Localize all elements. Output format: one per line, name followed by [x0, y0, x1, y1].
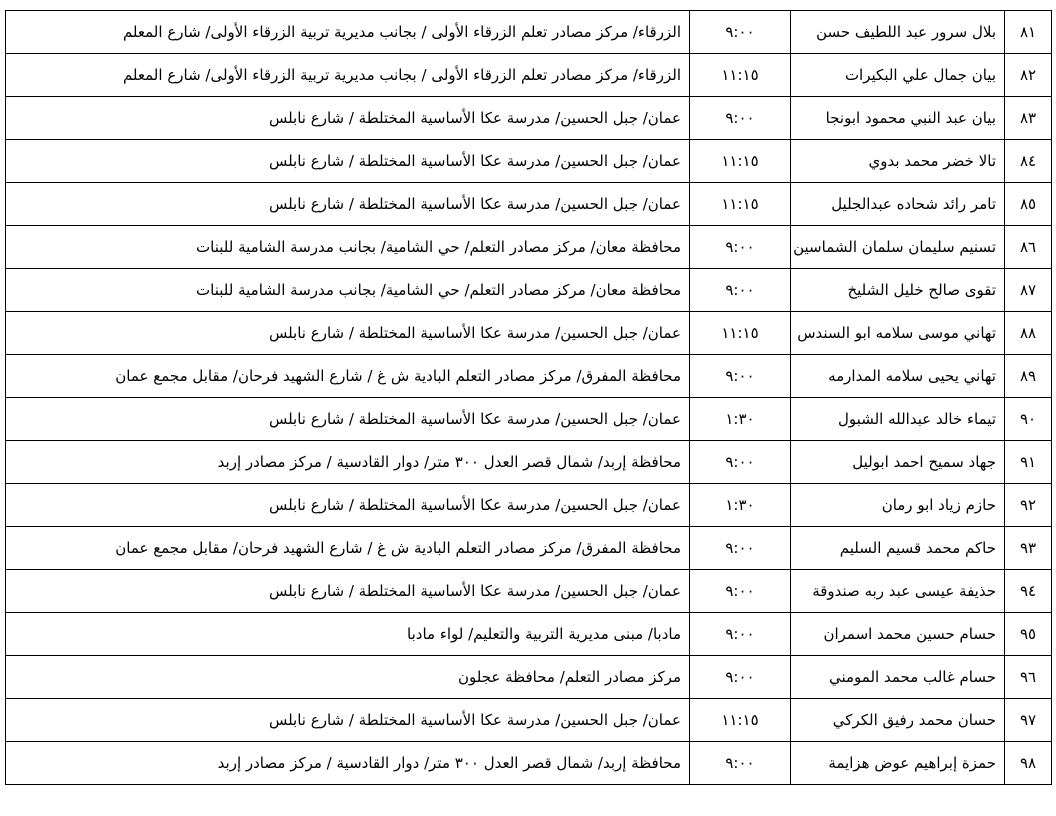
exam-location: مادبا/ مبنى مديرية التربية والتعليم/ لواء مادبا — [6, 613, 690, 656]
person-name: جهاد سميح احمد ابوليل — [791, 441, 1005, 484]
appointment-time: ٩:٠٠ — [690, 226, 791, 269]
table-row — [6, 183, 1052, 226]
appointment-time: ٩:٠٠ — [690, 97, 791, 140]
person-name: تيماء خالد عبدالله الشبول — [791, 398, 1005, 441]
table-row — [6, 656, 1052, 699]
table-row — [6, 699, 1052, 742]
person-name: بلال سرور عبد اللطيف حسن — [791, 11, 1005, 54]
person-name: حازم زياد ابو رمان — [791, 484, 1005, 527]
appointment-time: ٩:٠٠ — [690, 11, 791, 54]
table-row — [6, 527, 1052, 570]
table-row — [6, 269, 1052, 312]
appointment-time: ٩:٠٠ — [690, 355, 791, 398]
appointment-time: ٩:٠٠ — [690, 742, 791, 785]
table-row — [6, 613, 1052, 656]
row-number: ٨٤ — [1005, 140, 1052, 183]
exam-location: عمان/ جبل الحسين/ مدرسة عكا الأساسية المختلطة / شارع نابلس — [6, 699, 690, 742]
exam-location: عمان/ جبل الحسين/ مدرسة عكا الأساسية المختلطة / شارع نابلس — [6, 570, 690, 613]
appointment-time: ١١:١٥ — [690, 699, 791, 742]
table-row — [6, 484, 1052, 527]
person-name: تقوى صالح خليل الشليخ — [791, 269, 1005, 312]
exam-location: محافظة معان/ مركز مصادر التعلم/ حي الشامية/ بجانب مدرسة الشامية للبنات — [6, 226, 690, 269]
table-row — [6, 570, 1052, 613]
exam-location: عمان/ جبل الحسين/ مدرسة عكا الأساسية المختلطة / شارع نابلس — [6, 183, 690, 226]
table-row — [6, 441, 1052, 484]
appointment-time: ١١:١٥ — [690, 54, 791, 97]
table-row — [6, 226, 1052, 269]
appointment-time: ١١:١٥ — [690, 312, 791, 355]
person-name: حاكم محمد قسيم السليم — [791, 527, 1005, 570]
schedule-table — [5, 10, 1052, 785]
person-name: تهاني موسى سلامه ابو السندس — [791, 312, 1005, 355]
person-name: حسان محمد رفيق الكركي — [791, 699, 1005, 742]
row-number: ٨٦ — [1005, 226, 1052, 269]
exam-location: عمان/ جبل الحسين/ مدرسة عكا الأساسية المختلطة / شارع نابلس — [6, 484, 690, 527]
table-row — [6, 742, 1052, 785]
appointment-time: ١١:١٥ — [690, 183, 791, 226]
row-number: ٩٧ — [1005, 699, 1052, 742]
appointment-time: ١:٣٠ — [690, 484, 791, 527]
table-row — [6, 312, 1052, 355]
row-number: ٨٨ — [1005, 312, 1052, 355]
row-number: ٩٢ — [1005, 484, 1052, 527]
exam-location: عمان/ جبل الحسين/ مدرسة عكا الأساسية المختلطة / شارع نابلس — [6, 312, 690, 355]
row-number: ٨٧ — [1005, 269, 1052, 312]
row-number: ٨٥ — [1005, 183, 1052, 226]
person-name: تالا خضر محمد بدوي — [791, 140, 1005, 183]
person-name: حذيفة عيسى عبد ربه صندوقة — [791, 570, 1005, 613]
appointment-time: ٩:٠٠ — [690, 441, 791, 484]
appointment-time: ١١:١٥ — [690, 140, 791, 183]
row-number: ٩٠ — [1005, 398, 1052, 441]
exam-location: محافظة إربد/ شمال قصر العدل ٣٠٠ متر/ دوار القادسية / مركز مصادر إربد — [6, 441, 690, 484]
row-number: ٩٣ — [1005, 527, 1052, 570]
appointment-time: ٩:٠٠ — [690, 570, 791, 613]
table-row — [6, 398, 1052, 441]
person-name: بيان عبد النبي محمود ابونجا — [791, 97, 1005, 140]
table-row — [6, 140, 1052, 183]
schedule-table-body — [6, 11, 1052, 785]
row-number: ٨٣ — [1005, 97, 1052, 140]
row-number: ٩١ — [1005, 441, 1052, 484]
row-number: ٩٦ — [1005, 656, 1052, 699]
person-name: حمزة إبراهيم عوض هزايمة — [791, 742, 1005, 785]
table-row — [6, 11, 1052, 54]
person-name: تسنيم سليمان سلمان الشماسين — [791, 226, 1005, 269]
person-name: تامر رائد شحاده عبدالجليل — [791, 183, 1005, 226]
person-name: تهاني يحيى سلامه المدارمه — [791, 355, 1005, 398]
exam-location: محافظة معان/ مركز مصادر التعلم/ حي الشامية/ بجانب مدرسة الشامية للبنات — [6, 269, 690, 312]
row-number: ٩٨ — [1005, 742, 1052, 785]
table-row — [6, 355, 1052, 398]
row-number: ٩٥ — [1005, 613, 1052, 656]
appointment-time: ٩:٠٠ — [690, 656, 791, 699]
exam-location: الزرقاء/ مركز مصادر تعلم الزرقاء الأولى / بجانب مديرية تربية الزرقاء الأولى/ شارع المعلم — [6, 11, 690, 54]
exam-location: عمان/ جبل الحسين/ مدرسة عكا الأساسية المختلطة / شارع نابلس — [6, 140, 690, 183]
table-row — [6, 97, 1052, 140]
appointment-time: ١:٣٠ — [690, 398, 791, 441]
appointment-time: ٩:٠٠ — [690, 527, 791, 570]
appointment-time: ٩:٠٠ — [690, 613, 791, 656]
row-number: ٨١ — [1005, 11, 1052, 54]
exam-location: محافظة المفرق/ مركز مصادر التعلم البادية ش غ / شارع الشهيد فرحان/ مقابل مجمع عمان — [6, 355, 690, 398]
exam-location: عمان/ جبل الحسين/ مدرسة عكا الأساسية المختلطة / شارع نابلس — [6, 97, 690, 140]
person-name: حسام حسين محمد اسمران — [791, 613, 1005, 656]
exam-location: مركز مصادر التعلم/ محافظة عجلون — [6, 656, 690, 699]
person-name: بيان جمال علي البكيرات — [791, 54, 1005, 97]
exam-location: الزرقاء/ مركز مصادر تعلم الزرقاء الأولى / بجانب مديرية تربية الزرقاء الأولى/ شارع المعلم — [6, 54, 690, 97]
row-number: ٩٤ — [1005, 570, 1052, 613]
exam-location: محافظة المفرق/ مركز مصادر التعلم البادية ش غ / شارع الشهيد فرحان/ مقابل مجمع عمان — [6, 527, 690, 570]
person-name: حسام غالب محمد المومني — [791, 656, 1005, 699]
exam-location: محافظة إربد/ شمال قصر العدل ٣٠٠ متر/ دوار القادسية / مركز مصادر إربد — [6, 742, 690, 785]
table-row — [6, 54, 1052, 97]
appointment-time: ٩:٠٠ — [690, 269, 791, 312]
row-number: ٨٩ — [1005, 355, 1052, 398]
exam-location: عمان/ جبل الحسين/ مدرسة عكا الأساسية المختلطة / شارع نابلس — [6, 398, 690, 441]
row-number: ٨٢ — [1005, 54, 1052, 97]
